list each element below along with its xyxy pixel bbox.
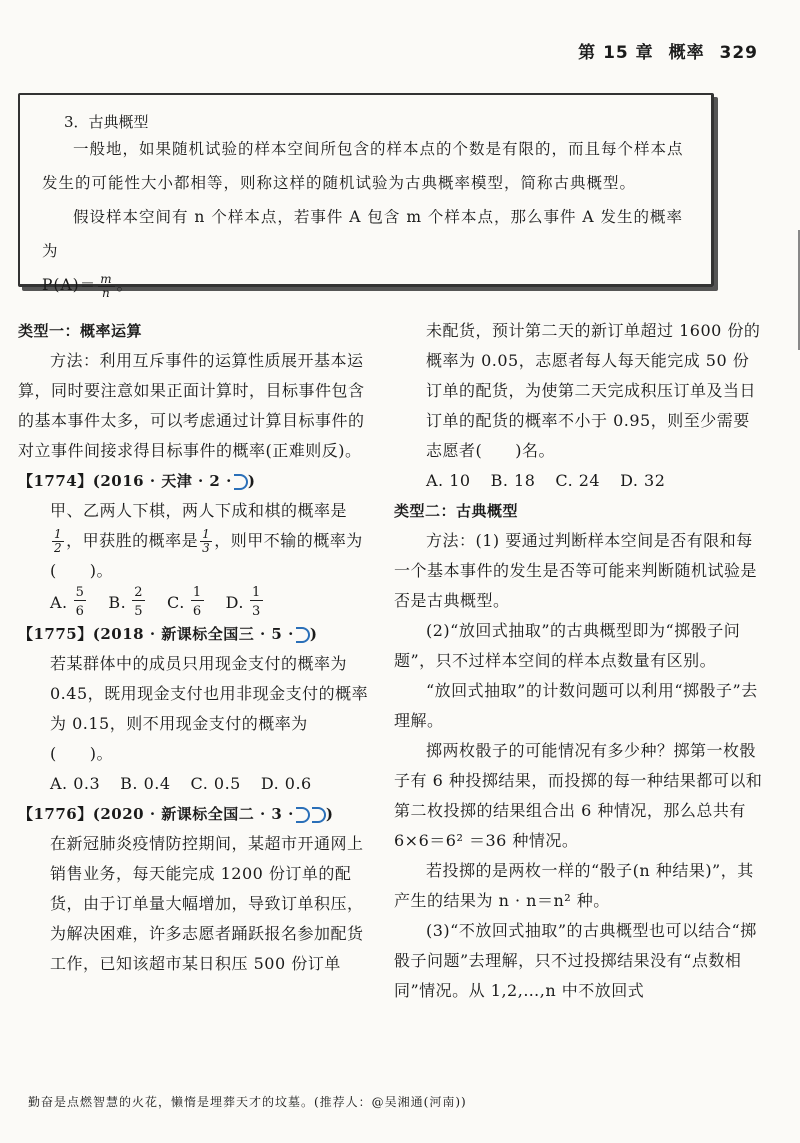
question-1776-header: 【1776】(2020 · 新课标全国二 · 3 · ): [18, 805, 334, 823]
q1775-option-a: A. 0.3: [50, 774, 101, 793]
type-2-heading: 类型二：古典概型: [394, 502, 519, 520]
definition-box: [18, 93, 714, 300]
formula-fraction: [98, 273, 114, 300]
option-label: A.: [50, 592, 68, 612]
page-number: 329: [719, 43, 758, 63]
q1774-f1-den: 2: [54, 541, 63, 555]
question-1775-text: [18, 649, 374, 769]
option-den: 6: [192, 604, 202, 619]
q1776-option-b: B. 18: [490, 471, 536, 490]
option-den: 5: [134, 604, 144, 619]
formula-numerator: m: [100, 271, 113, 286]
q1775-option-d: D. 0.6: [260, 774, 312, 793]
type-2-method-3: “放回式抽取”的计数问题可以利用“掷骰子”去理解。: [394, 681, 758, 730]
q1775-options: [18, 769, 374, 799]
q1775-head-text: 【1775】(2018 · 新课标全国三 · 5 ·: [18, 625, 294, 643]
q1776-option-d: D. 32: [620, 471, 666, 490]
q1776-options: [394, 466, 764, 496]
option-fraction: [132, 586, 145, 619]
type-1-heading: 类型一：概率运算: [18, 322, 143, 340]
difficulty-icon: [312, 807, 326, 823]
probability-formula: [42, 268, 689, 302]
difficulty-icon: [296, 807, 310, 823]
type-2-method-5: 若投掷的是两枚一样的“骰子(n 种结果)”，其产生的结果为 n · n＝n² 种。: [394, 861, 754, 910]
option-num: 1: [192, 585, 202, 600]
q1774-text-c: ，则甲不输的概率为: [214, 531, 363, 550]
box-title: 3．古典概型: [64, 113, 149, 131]
q1774-options: [18, 586, 374, 619]
question-1776-text: 在新冠肺炎疫情防控期间，某超市开通网上销售业务，每天能完成 1200 份订单的配货，由于订单量大幅增加，导致订单积压，为解决困难，许多志愿者踊跃报名参加配货工作，已知该超市某日积压 500 份订单: [50, 834, 364, 973]
topic-label: 概率: [668, 43, 705, 63]
q1774-f2-num: 1: [202, 527, 211, 541]
q1774-blank: ( )。: [50, 561, 113, 580]
q1774-text-b: ，甲获胜的概率是: [66, 531, 199, 550]
q1776-option-a: A. 10: [426, 471, 471, 490]
formula-end: 。: [116, 276, 134, 294]
type-2-method-2: (2)“放回式抽取”的古典概型即为“掷骰子问题”，只不过样本空间的样本点数量有区别。: [394, 621, 741, 670]
question-1774-header: 【1774】(2016 · 天津 · 2 · ): [18, 472, 256, 490]
q1774-f1-num: 1: [54, 527, 63, 541]
option-fraction: [191, 586, 204, 619]
page-header: [578, 38, 758, 63]
q1775-option-b: B. 0.4: [120, 774, 171, 793]
option-fraction: [250, 586, 263, 619]
footer-quote: 勤奋是点燃智慧的火花，懒惰是埋葬天才的坟墓。(推荐人：@吴湘通(河南)): [28, 1095, 467, 1109]
option-den: 3: [251, 604, 261, 619]
q1774-head-text: 【1774】(2016 · 天津 · 2 ·: [18, 472, 232, 490]
q1775-option-c: C. 0.5: [190, 774, 241, 793]
q1774-f2-den: 3: [202, 541, 211, 555]
right-column: [394, 316, 764, 1006]
option-label: B.: [108, 592, 127, 612]
q1776-head-text: 【1776】(2020 · 新课标全国二 · 3 ·: [18, 805, 294, 823]
option-label: C.: [167, 592, 185, 612]
type-2-method-4: 掷两枚骰子的可能情况有多少种？掷第一枚骰子有 6 种投掷结果，而投掷的每一种结果都可以和第二枚投掷的结果组合出 6 种情况，那么总共有 6×6＝6² ＝36 种情况。: [394, 741, 763, 850]
difficulty-icon: [296, 627, 310, 643]
question-1776-continued: 未配货，预计第二天的新订单超过 1600 份的概率为 0.05，志愿者每人每天能完成 50 份订单的配货，为使第二天完成积压订单及当日订单的配货的概率不小于 0.95，则至少需要志愿者( )名。: [426, 321, 761, 460]
box-paragraph-2: 假设样本空间有 n 个样本点，若事件 A 包含 m 个样本点，那么事件 A 发生的概率为: [42, 208, 683, 260]
formula-left: P(A)＝: [42, 276, 97, 294]
option-num: 1: [251, 585, 261, 600]
chapter-label: 第 15 章: [578, 43, 654, 63]
box-paragraph-1: 一般地，如果随机试验的样本空间所包含的样本点的个数是有限的，而且每个样本点发生的可能性大小都相等，则称这样的随机试验为古典概率模型，简称古典概型。: [42, 140, 684, 192]
question-1775-header: 【1775】(2018 · 新课标全国三 · 5 · ): [18, 625, 318, 643]
q1775-blank: ( )。: [50, 744, 113, 763]
option-fraction: [74, 586, 87, 619]
q1774-option-c: [167, 586, 206, 619]
question-1774-text: [18, 496, 374, 586]
type-2-method-1: 方法：(1) 要通过判断样本空间是否有限和每一个基本事件的发生是否等可能来判断随机试验是否是古典概型。: [394, 531, 758, 610]
q1776-option-c: C. 24: [555, 471, 601, 490]
q1774-option-b: [108, 586, 147, 619]
formula-denominator: n: [102, 285, 111, 300]
left-column: [18, 316, 374, 979]
option-num: 2: [134, 585, 144, 600]
option-den: 6: [75, 604, 85, 619]
q1774-fraction-1: [52, 528, 64, 555]
type-2-method-6: (3)“不放回式抽取”的古典概型也可以结合“掷骰子问题”去理解，只不过投掷结果没有“点数相同”情况。从 1,2,…,n 中不放回式: [394, 921, 757, 1000]
q1775-body: 若某群体中的成员只用现金支付的概率为 0.45，既用现金支付也用非现金支付的概率为 0.15，则不用现金支付的概率为: [50, 654, 369, 733]
option-label: D.: [225, 592, 244, 612]
q1774-option-a: [50, 586, 88, 619]
q1774-option-d: [226, 586, 265, 619]
option-num: 5: [75, 585, 85, 600]
difficulty-icon: [234, 474, 248, 490]
q1774-text-a: 甲、乙两人下棋，两人下成和棋的概率是: [50, 501, 348, 520]
type-1-method: 方法：利用互斥事件的运算性质展开基本运算，同时要注意如果正面计算时，目标事件包含的基本事件太多，可以考虑通过计算目标事件的对立事件间接求得目标事件的概率(正难则反)。: [18, 351, 365, 460]
q1774-fraction-2: [200, 528, 212, 555]
